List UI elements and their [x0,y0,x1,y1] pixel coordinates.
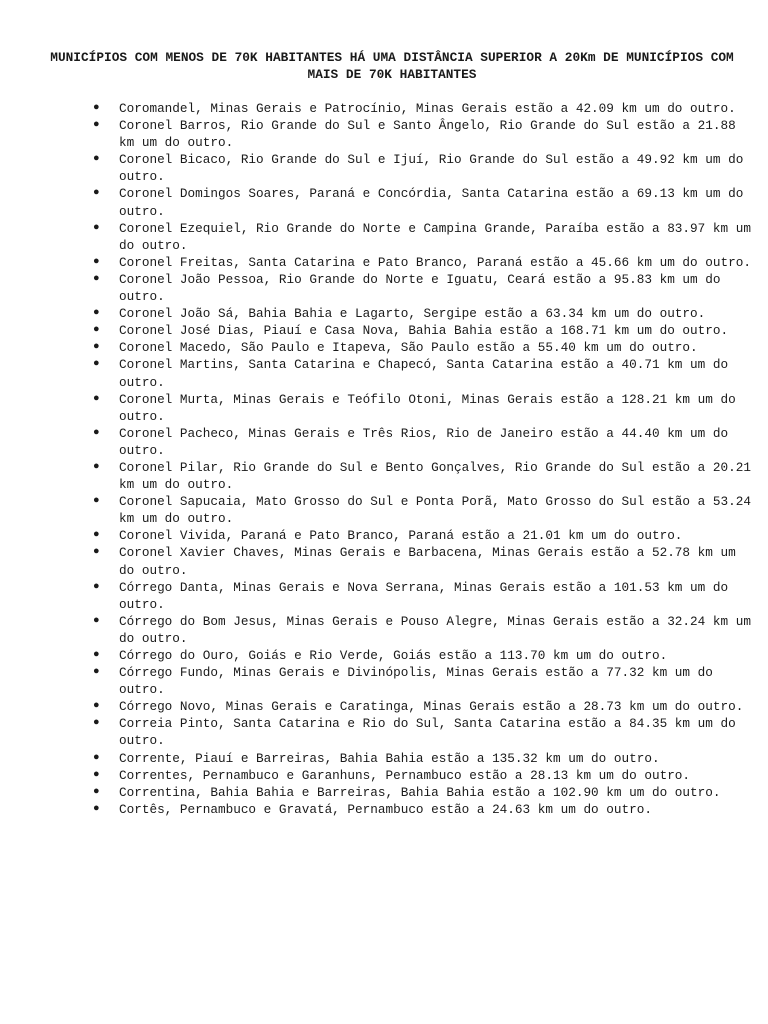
bullet-icon: ● [93,785,100,798]
list-item-text: Coronel José Dias, Piauí e Casa Nova, Bahia Bahia estão a 168.71 km um do outro. [119,323,729,339]
list-item-text: Córrego do Bom Jesus, Minas Gerais e Pouso Alegre, Minas Gerais estão a 32.24 km um do outro. [119,613,751,646]
list-item-text: Coronel Bicaco, Rio Grande do Sul e Ijuí, Rio Grande do Sul estão a 49.92 km um do outro. [119,152,744,185]
list-item-text: Correntes, Pernambuco e Garanhuns, Pernambuco estão a 28.13 km um do outro. [119,767,691,783]
list-item [91,527,751,544]
bullet-icon: ● [93,666,100,679]
list-item [91,750,751,767]
bullet-icon: ● [93,392,100,405]
list-item-text: Coronel João Pessoa, Rio Grande do Norte e Iguatu, Ceará estão a 95.83 km um do outro. [119,271,721,305]
list-item [91,356,751,390]
list-item-text: Córrego do Ouro, Goiás e Rio Verde, Goiás estão a 113.70 km um do outro. [119,648,668,663]
bullet-icon: ● [93,102,100,114]
list-item [91,715,751,749]
list-item-text: Correntina, Bahia Bahia e Barreiras, Bahia Bahia estão a 102.90 km um do outro. [119,784,721,800]
municipality-list [91,100,751,818]
document-title: MUNICÍPIOS COM MENOS DE 70K HABITANTES HÁ UMA DISTÂNCIA SUPERIOR A 20Km DE MUNICÍPIOS COM MAIS DE 70K HABITANTES [50,50,734,82]
list-item-text: Coronel Domingos Soares, Paraná e Concórdia, Santa Catarina estão a 69.13 km um do outro. [119,186,744,219]
list-item-text: Coronel Freitas, Santa Catarina e Pato Branco, Paraná estão a 45.66 km um do outro. [119,254,751,270]
bullet-icon: ● [93,751,100,764]
list-item-text: Coronel Pacheco, Minas Gerais e Três Rios, Rio de Janeiro estão a 44.40 km um do outro. [119,425,729,458]
list-item [91,220,751,254]
bullet-icon: ● [93,221,100,234]
list-item [91,305,751,322]
bullet-icon: ● [93,495,100,508]
list-item [91,254,751,271]
list-item [91,698,751,715]
bullet-icon: ● [93,768,100,781]
list-item-text: Coromandel, Minas Gerais e Patrocínio, Minas Gerais estão a 42.09 km um do outro. [119,101,736,116]
list-item [91,100,751,117]
list-item [91,151,751,185]
bullet-icon: ● [93,153,100,166]
bullet-icon: ● [93,255,100,268]
bullet-icon: ● [93,717,100,730]
bullet-icon: ● [93,614,100,627]
list-item [91,544,751,578]
list-item [91,185,751,219]
list-item [91,322,751,339]
list-item [91,391,751,425]
list-item [91,767,751,784]
list-item-text: Córrego Danta, Minas Gerais e Nova Serrana, Minas Gerais estão a 101.53 km um do outro. [119,579,729,612]
list-item [91,784,751,801]
list-item-text: Corrente, Piauí e Barreiras, Bahia Bahia estão a 135.32 km um do outro. [119,750,660,766]
bullet-icon: ● [93,358,100,371]
bullet-icon: ● [93,529,100,542]
list-item [91,647,751,664]
list-item-text: Coronel Sapucaia, Mato Grosso do Sul e Ponta Porã, Mato Grosso do Sul estão a 53.24 km um do outro. [119,494,751,527]
list-item [91,425,751,459]
list-item [91,271,751,305]
list-item [91,459,751,493]
bullet-icon: ● [93,272,100,285]
bullet-icon: ● [93,460,100,473]
list-item-text: Cortês, Pernambuco e Gravatá, Pernambuco estão a 24.63 km um do outro. [119,801,652,817]
bullet-icon: ● [93,341,100,354]
list-item [91,613,751,647]
bullet-icon: ● [93,426,100,439]
bullet-icon: ● [93,187,100,200]
list-item-text: Coronel Macedo, São Paulo e Itapeva, São Paulo estão a 55.40 km um do outro. [119,340,698,356]
list-item-text: Coronel Vivida, Paraná e Pato Branco, Paraná estão a 21.01 km um do outro. [119,528,683,544]
bullet-icon: ● [93,802,100,815]
list-item [91,801,751,818]
bullet-icon: ● [93,700,100,713]
list-item-text: Coronel Barros, Rio Grande do Sul e Santo Ângelo, Rio Grande do Sul estão a 21.88 km um do outro. [119,118,736,151]
list-item [91,664,751,698]
list-item-text: Coronel Pilar, Rio Grande do Sul e Bento Gonçalves, Rio Grande do Sul estão a 20.21 km um do outro. [119,459,751,493]
list-item-text: Córrego Fundo, Minas Gerais e Divinópolis, Minas Gerais estão a 77.32 km um do outro. [119,665,713,698]
list-item-text: Coronel Xavier Chaves, Minas Gerais e Barbacena, Minas Gerais estão a 52.78 km um do outro. [119,545,736,578]
list-item-text: Coronel Murta, Minas Gerais e Teófilo Otoni, Minas Gerais estão a 128.21 km um do outro. [119,391,736,424]
list-item [91,579,751,613]
bullet-icon: ● [93,324,100,337]
bullet-icon: ● [93,119,100,132]
list-item-text: Correia Pinto, Santa Catarina e Rio do Sul, Santa Catarina estão a 84.35 km um do outro. [119,716,736,749]
list-item [91,339,751,356]
bullet-icon: ● [93,580,100,593]
list-item-text: Córrego Novo, Minas Gerais e Caratinga, Minas Gerais estão a 28.73 km um do outro. [119,699,744,715]
list-item-text: Coronel Martins, Santa Catarina e Chapecó, Santa Catarina estão a 40.71 km um do outro. [119,357,729,390]
list-item-text: Coronel Ezequiel, Rio Grande do Norte e Campina Grande, Paraíba estão a 83.97 km um do outro. [119,220,751,253]
list-item [91,493,751,527]
list-item [91,117,751,151]
bullet-icon: ● [93,649,100,661]
bullet-icon: ● [93,546,100,559]
bullet-icon: ● [93,307,100,320]
list-item-text: Coronel João Sá, Bahia Bahia e Lagarto, Sergipe estão a 63.34 km um do outro. [119,306,706,322]
